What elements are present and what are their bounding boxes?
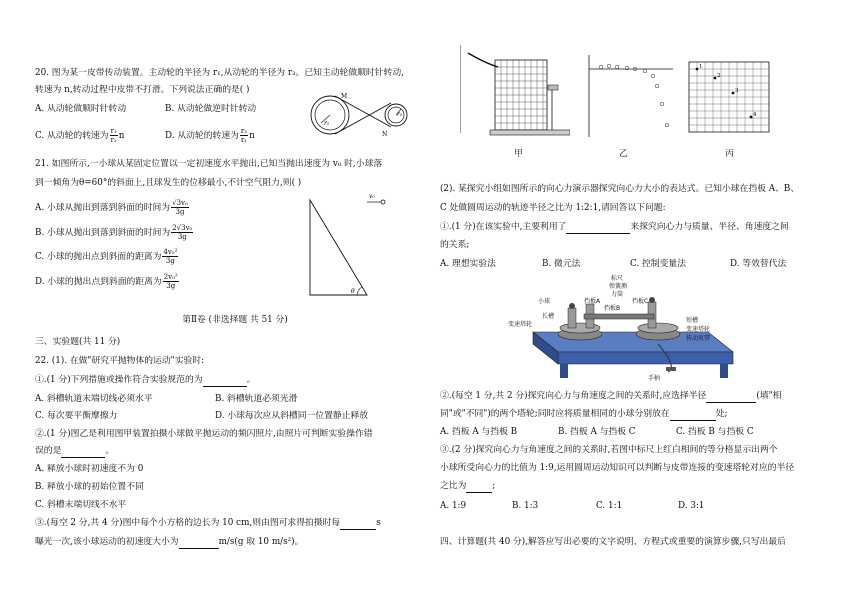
q22b-line3-tail: 来探究向心力与质量、半径、角速度之间 <box>630 222 789 232</box>
answer-blank-6[interactable] <box>706 390 756 403</box>
q21-option-d <box>35 273 180 290</box>
q22b-line2: C 处做圆周运动的轨迹半径之比为 1:2:1,请回答以下问题: <box>440 203 666 213</box>
q22b-option-c: C. 控制变量法 <box>630 259 686 269</box>
fig-label-v0: v₀ <box>369 193 375 200</box>
q22-option-d: D. 小球每次应从斜槽同一位置静止释放 <box>215 411 369 421</box>
q21-option-a <box>35 199 190 216</box>
grid-point-2: 2 <box>717 73 721 79</box>
q22-line6 <box>35 536 303 549</box>
q20-option-c-denominator: r₂ <box>110 136 117 144</box>
q22c-line5-tail: ; <box>492 481 496 491</box>
right-column <box>440 0 840 595</box>
q21-option-a-numerator: √3v₀ <box>172 199 188 207</box>
q22-line2-tail: 。 <box>246 375 256 385</box>
answer-blank-5[interactable] <box>566 221 630 234</box>
label-lizhou: 力筒 <box>611 291 624 298</box>
q20-stem-line2: 转速为 n,转动过程中皮带不打滑。下列说法正确的是( ) <box>35 85 250 95</box>
q20-option-d-numerator: r₂ <box>240 127 248 135</box>
answer-blank-2[interactable] <box>61 445 105 458</box>
label-xiaoqiu: 小球 <box>538 298 551 305</box>
fig-label-theta: θ <box>351 288 355 295</box>
q22-line2-text: ①.(1 分)下列措施或操作符合实验规范的为 <box>35 375 203 385</box>
q21-option-c <box>35 248 179 265</box>
q22c-line1-tail: (填"相 <box>756 391 782 401</box>
q22b-option-b: B. 微元法 <box>542 259 581 269</box>
q22c-option-a: A. 挡板 A 与挡板 B <box>440 427 518 437</box>
q20-option-c <box>35 127 124 144</box>
label-changcao: 长槽 <box>542 313 555 320</box>
belt-pulley-figure <box>305 90 420 140</box>
q21-option-a-denominator: 3g <box>175 208 185 216</box>
q22c-option2-d: D. 3:1 <box>678 501 705 511</box>
q21-option-a-fraction <box>171 199 189 216</box>
q21-stem-line1: 21. 如图所示,一小球从某固定位置以一定初速度水平抛出,已知当抛出速度为 v₀ 时,小球落 <box>35 159 383 169</box>
q22c-option-c: C. 挡板 B 与挡板 C <box>676 427 754 437</box>
q20-option-d-tail: n <box>249 131 255 141</box>
figure-yi-photo <box>585 55 675 140</box>
answer-blank-4[interactable] <box>179 536 219 549</box>
q22c-line2-text: 同"或"不同")的两个塔轮;同时应将质量相同的小球分别放在 <box>440 409 670 419</box>
q22-line6-text: 曝光一次,该小球运动的初速度大小为 <box>35 537 179 547</box>
q22c-line5 <box>440 480 495 493</box>
answer-blank-1[interactable] <box>203 374 247 387</box>
answer-blank-3[interactable] <box>340 517 376 530</box>
label-pidai: 传动皮带 <box>686 335 711 342</box>
label-biaochi: 标尺 <box>611 275 624 282</box>
answer-blank-7[interactable] <box>670 408 716 421</box>
q22c-option-b: B. 挡板 A 与挡板 C <box>558 427 636 437</box>
q22-option-b: B. 斜槽轨道必须光滑 <box>215 394 298 404</box>
q21-option-c-numerator: 4v₀² <box>163 248 178 256</box>
q21-option-b-numerator: 2√3v₀ <box>172 224 193 232</box>
q20-option-d-denominator: r₁ <box>240 136 248 144</box>
q22c-line5-text: 之比为 <box>440 481 467 491</box>
figure-yi-caption: 乙 <box>619 149 628 159</box>
q20-stem-line1: 20. 图为某一皮带传动装置。主动轮的半径为 r₁,从动轮的半径为 r₂。已知主动轮做顺时针转动, <box>35 68 404 78</box>
label-bianlun-right: 变速塔轮 <box>686 326 711 333</box>
fig-label-n: N <box>382 131 388 138</box>
q20-option-d <box>165 127 255 144</box>
q21-option-d-numerator: 2v₀² <box>163 273 178 281</box>
grid-point-4: 4 <box>753 112 757 118</box>
q21-option-b <box>35 224 194 241</box>
q21-option-c-denominator: 3g <box>165 257 175 265</box>
q20-option-a: A. 从动轮做顺时针转动 <box>35 104 127 114</box>
q21-option-d-text: D. 小球的抛出点到斜面的距离为 <box>35 277 162 287</box>
q22b-line1: (2). 某探究小组如图所示的向心力演示器探究向心力大小的表达式。已知小球在挡板 A、B、 <box>440 184 800 194</box>
q20-option-c-numerator: r₁ <box>110 127 117 135</box>
label-dang-c: 挡板C <box>632 298 649 305</box>
figure-jia-caption: 甲 <box>514 149 523 159</box>
q22c-line3: ③.(2 分)探究向心力与角速度之间的关系时,若图中标尺上红白相间的等分格显示出两个 <box>440 445 778 455</box>
figure-jia-apparatus <box>460 45 570 140</box>
fig-label-r2: r₂ <box>397 111 403 118</box>
q22b-option-d: D. 等效替代法 <box>730 259 787 269</box>
incline-figure <box>305 190 415 300</box>
label-dang-a: 挡板A <box>584 298 601 305</box>
section4-title: 四、计算题(共 40 分),解答应写出必要的文字说明、方程式或重要的演算步骤,只写出最后 <box>440 537 786 547</box>
q22-option2-a: A. 释放小球时初速度不为 0 <box>35 464 144 474</box>
q22c-option2-b: B. 1:3 <box>512 501 539 511</box>
q21-option-b-fraction <box>171 224 193 241</box>
fig-label-m: M <box>341 93 348 100</box>
q22c-line2-tail: 处; <box>715 409 728 419</box>
q21-option-c-fraction <box>162 248 178 265</box>
q22-line5-text: ③.(每空 2 分,共 4 分)图中每个小方格的边长为 10 cm,则由图可求得拍摄时每 <box>35 518 341 528</box>
centripetal-force-apparatus-figure <box>508 272 758 384</box>
q22b-line3-text: ①.(1 分)在该实验中,主要利用了 <box>440 222 567 232</box>
q21-option-b-text: B. 小球从抛出到落到斜面的时间为 <box>35 228 171 238</box>
q21-stem-line2: 到一倾角为θ=60°的斜面上,且球发生的位移最小,不计空气阻力,则( ) <box>35 178 302 188</box>
q22-option2-b: B. 释放小球的初始位置不同 <box>35 482 144 492</box>
q20-option-c-tail: n <box>118 131 125 141</box>
q22-line5-tail: s <box>376 518 381 528</box>
answer-blank-8[interactable] <box>466 480 492 493</box>
label-bianlun-left: 变速塔轮 <box>508 321 533 328</box>
q21-option-d-fraction <box>163 273 179 290</box>
q22-line5 <box>35 517 381 530</box>
figure-bing-grid <box>687 60 772 135</box>
q22-line1: 22. (1). 在做"研究平抛物体的运动"实验时: <box>35 356 205 366</box>
label-duancao: 短槽 <box>686 317 699 324</box>
figure-bing-caption: 丙 <box>725 149 734 159</box>
q22-option-a: A. 斜槽轨道末端切线必须水平 <box>35 394 153 404</box>
q22c-option2-c: C. 1:1 <box>596 501 623 511</box>
q22-line2 <box>35 374 255 387</box>
q22-line4-text: 误的是 <box>35 446 62 456</box>
q20-option-b: B. 从动轮做逆时针转动 <box>165 104 257 114</box>
q22-line3: ②.(1 分)图乙是利用图甲装置拍摄小球做平抛运动的频闪照片,由照片可判断实验操作错 <box>35 429 373 439</box>
q22-option2-c: C. 斜槽末端切线不水平 <box>35 500 127 510</box>
q22-line6-tail: m/s(g 取 10 m/s²)。 <box>218 537 304 547</box>
label-shoubing: 手柄 <box>648 375 661 382</box>
q20-option-d-fraction <box>240 127 248 144</box>
q20-option-c-fraction <box>110 127 118 144</box>
q22c-option2-a: A. 1:9 <box>440 501 467 511</box>
q21-option-d-denominator: 3g <box>166 282 176 290</box>
q21-option-c-text: C. 小球的抛出点到斜面的距离为 <box>35 252 162 262</box>
label-tanhuang: 弹簧测 <box>609 283 628 290</box>
part2-title: 第Ⅱ卷 (非选择题 共 51 分) <box>182 315 288 325</box>
q22c-line1 <box>440 390 781 403</box>
q22b-line4: 的关系; <box>440 240 470 250</box>
grid-point-3: 3 <box>735 88 739 94</box>
q21-option-a-text: A. 小球从抛出到落到斜面的时间为 <box>35 203 171 213</box>
q22c-line4: 小球所受向心力的比值为 1:9,运用圆周运动知识可以判断与皮带连接的变速塔轮对应的半径 <box>440 463 795 473</box>
left-column <box>35 0 435 595</box>
q21-option-b-denominator: 3g <box>177 233 187 241</box>
grid-point-1: 1 <box>699 64 703 70</box>
fig-label-r1: r₁ <box>324 120 330 127</box>
q22-line4 <box>35 445 114 458</box>
q22c-line2 <box>440 408 727 421</box>
label-dang-b: 挡板B <box>604 305 621 312</box>
q22c-line1-text: ②.(每空 1 分,共 2 分)探究向心力与角速度之间的关系时,应选择半径 <box>440 391 707 401</box>
q20-option-c-text: C. 从动轮的转速为 <box>35 131 109 141</box>
q22-line4-tail: 。 <box>105 446 115 456</box>
q22-option-c: C. 每次要平衡摩擦力 <box>35 411 118 421</box>
q20-option-d-text: D. 从动轮的转速为 <box>165 131 239 141</box>
q22b-line3 <box>440 221 789 234</box>
section3-title: 三、实验题(共 11 分) <box>35 337 121 347</box>
q22b-option-a: A. 理想实验法 <box>440 259 496 269</box>
